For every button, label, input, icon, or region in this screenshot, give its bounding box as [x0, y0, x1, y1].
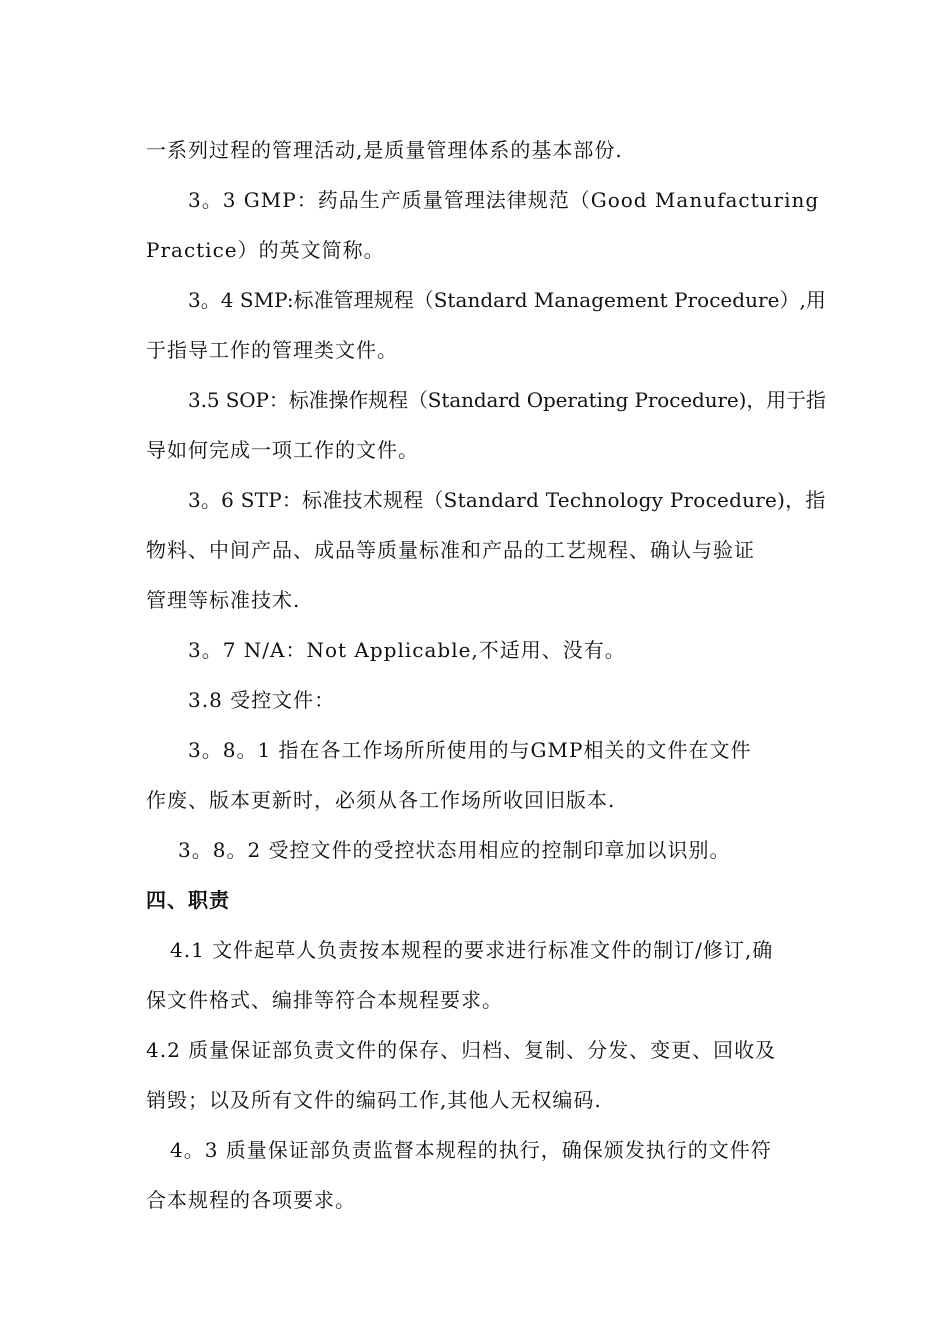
- text-line-4: 3。4 SMP:标准管理规程（Standard Management Procedure）,用: [188, 288, 826, 312]
- text-line-17: 4.1 文件起草人负责按本规程的要求进行标准文件的制订/修订,确: [170, 938, 774, 962]
- text-line-21: 4。3 质量保证部负责监督本规程的执行，确保颁发执行的文件符: [170, 1138, 772, 1162]
- text-line-8: 3。6 STP：标准技术规程（Standard Technology Procedure)，指: [188, 488, 826, 512]
- text-line-14: 作废、版本更新时，必须从各工作场所收回旧版本.: [146, 788, 616, 812]
- text-line-10: 管理等标准技术.: [146, 588, 301, 612]
- section-heading-duties: 四、职责: [146, 888, 230, 912]
- text-line-5: 于指导工作的管理类文件。: [146, 338, 398, 362]
- text-line-2: 3。3 GMP：药品生产质量管理法律规范（Good Manufacturing: [188, 188, 820, 212]
- text-line-19: 4.2 质量保证部负责文件的保存、归档、复制、分发、变更、回收及: [146, 1038, 777, 1062]
- text-line-13: 3。8。1 指在各工作场所所使用的与GMP相关的文件在文件: [188, 738, 752, 762]
- text-line-22: 合本规程的各项要求。: [146, 1188, 356, 1212]
- text-line-1: 一系列过程的管理活动,是质量管理体系的基本部份.: [146, 138, 623, 162]
- text-line-20: 销毁；以及所有文件的编码工作,其他人无权编码.: [146, 1088, 602, 1112]
- text-line-15: 3。8。2 受控文件的受控状态用相应的控制印章加以识别。: [178, 838, 731, 862]
- text-line-6: 3.5 SOP：标准操作规程（Standard Operating Procedure)，用于指: [188, 388, 826, 412]
- text-line-11: 3。7 N/A：Not Applicable,不适用、没有。: [188, 638, 626, 662]
- text-line-18: 保文件格式、编排等符合本规程要求。: [146, 988, 503, 1012]
- text-line-9: 物料、中间产品、成品等质量标准和产品的工艺规程、确认与验证: [146, 538, 755, 562]
- text-line-3: Practice）的英文简称。: [146, 238, 385, 262]
- text-line-12: 3.8 受控文件：: [188, 688, 336, 712]
- text-line-7: 导如何完成一项工作的文件。: [146, 438, 419, 462]
